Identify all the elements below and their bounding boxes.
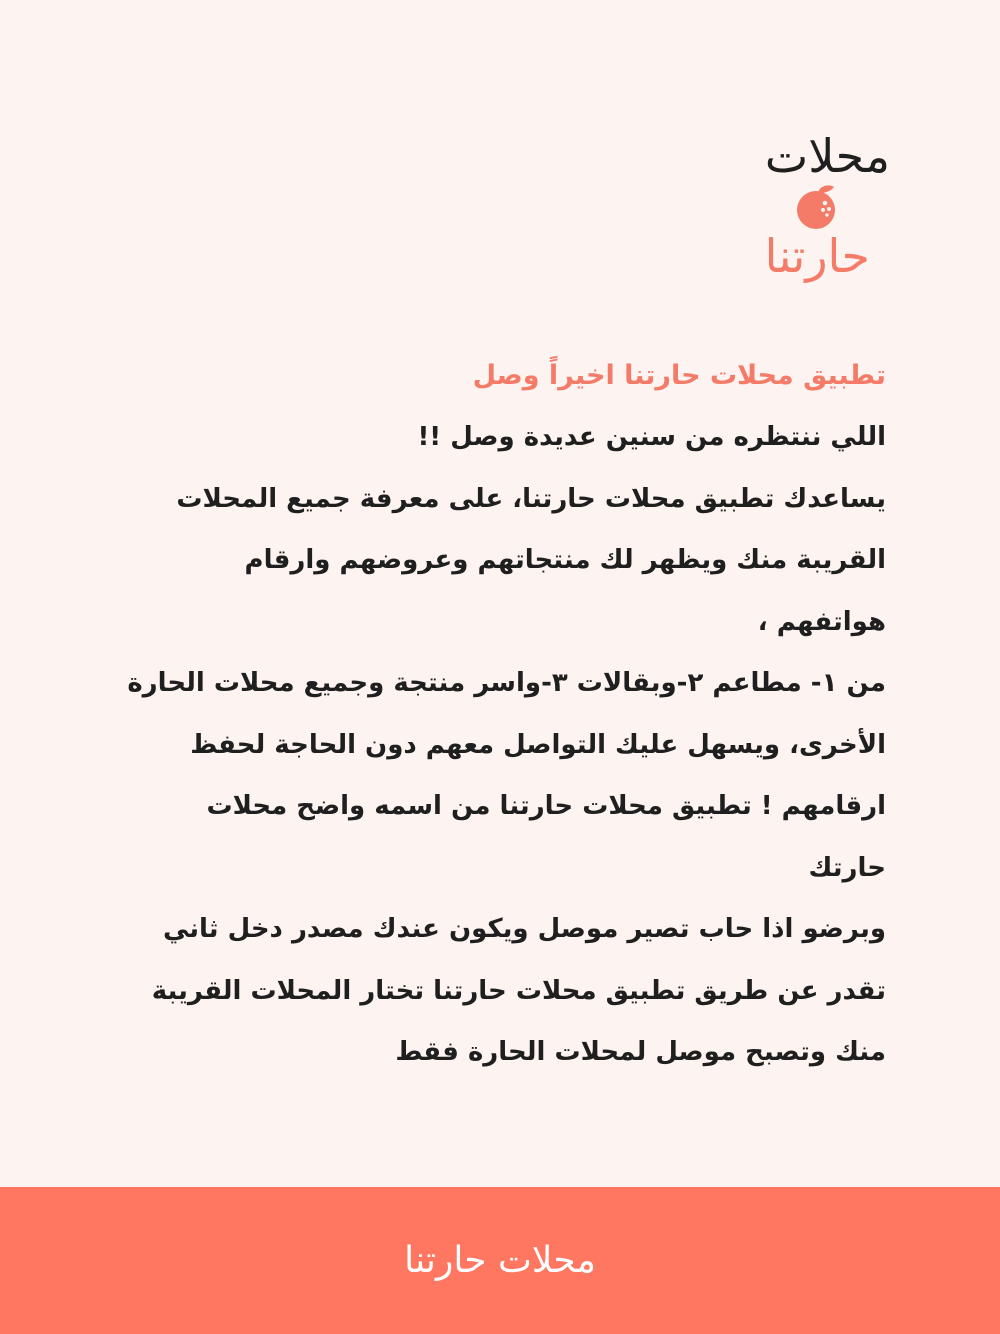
body-line: هواتفهم ،: [757, 606, 886, 637]
body-line: تقدر عن طريق تطبيق محلات حارتنا تختار المحلات القريبة: [151, 975, 886, 1006]
body-line: وبرضو اذا حاب تصير موصل ويكون عندك مصدر دخل ثاني: [162, 914, 886, 944]
description-block: [86, 345, 886, 1084]
body-line: حارتك: [808, 852, 886, 883]
body-line: القريبة منك ويظهر لك منتجاتهم وعروضهم وارقام: [244, 545, 886, 575]
logo-text-line2: حارتنا: [764, 229, 870, 283]
app-logo: [650, 128, 890, 288]
body-line: من ١- مطاعم ٢-وبقالات ٣-واسر منتجة وجميع محلات الحارة: [127, 668, 886, 698]
orange-fruit-icon: [794, 184, 838, 230]
body-line: اللي ننتظره من سنين عديدة وصل !!: [417, 422, 886, 452]
body-line: الأخرى، ويسهل عليك التواصل معهم دون الحاجة لحفظ: [190, 729, 886, 760]
footer-brand-text: محلات حارتنا: [404, 1240, 596, 1281]
footer-banner: [0, 1187, 1000, 1334]
headline: تطبيق محلات حارتنا اخيراً وصل: [472, 360, 886, 391]
body-line: منك وتصبح موصل لمحلات الحارة فقط: [395, 1037, 886, 1067]
body-line: ارقامهم ! تطبيق محلات حارتنا من اسمه واضح محلات: [206, 791, 886, 821]
logo-text-line1: محلات: [764, 129, 890, 183]
body-line: يساعدك تطبيق محلات حارتنا، على معرفة جميع المحلات: [176, 483, 886, 514]
